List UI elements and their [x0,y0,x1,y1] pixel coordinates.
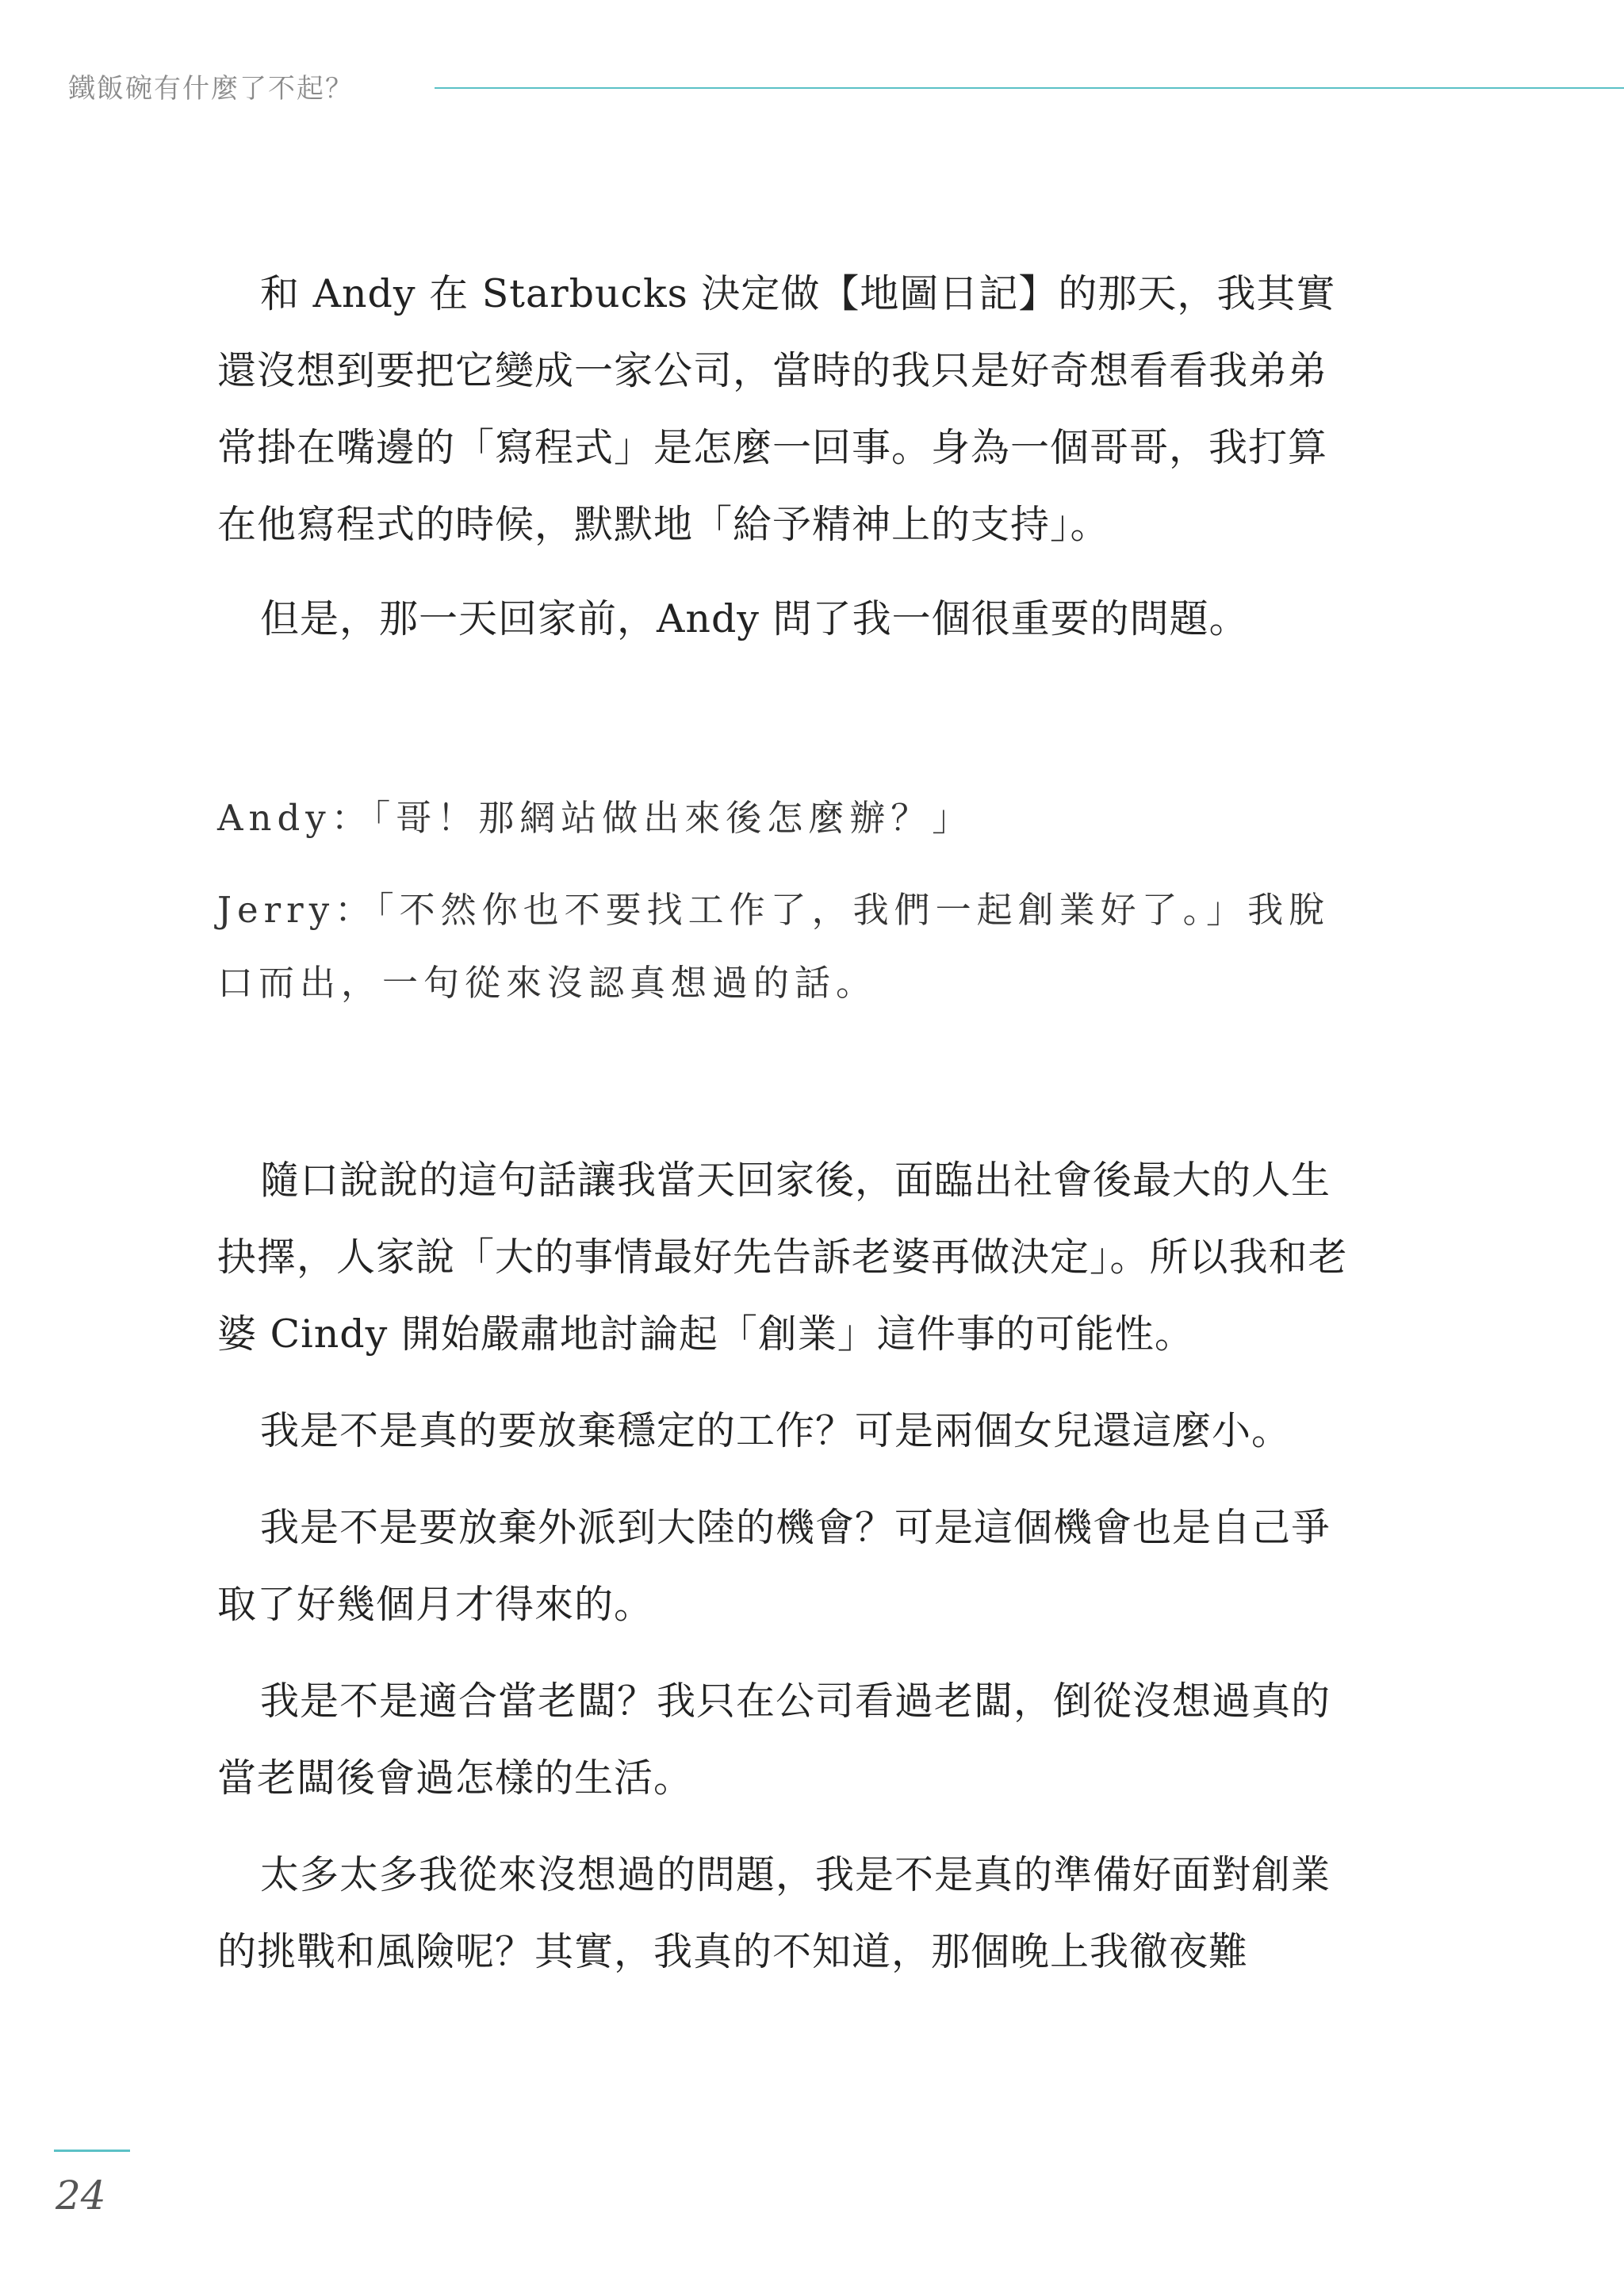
section-2 [217,1142,1354,1990]
section-1 [217,255,1354,657]
page-number: 24 [56,2173,106,2218]
paragraph: 我是不是要放棄外派到大陸的機會？可是這個機會也是自己爭取了好幾個月才得來的。 [217,1505,1331,1627]
dialogue-block [217,782,1354,1020]
paragraph: 我是不是適合當老闆？我只在公司看過老闆，倒從沒想過真的當老闆後會過怎樣的生活。 [217,1679,1331,1801]
running-head: 鐵飯碗有什麼了不起？ [68,73,354,105]
paragraph: 太多太多我從來沒想過的問題，我是不是真的準備好面對創業的挑戰和風險呢？其實，我真的不知道，那個晚上我徹夜難 [217,1852,1331,1974]
paragraph: 隨口說說的這句話讓我當天回家後，面臨出社會後最大的人生抉擇，人家說「大的事情最好先告訴老婆再做決定」。所以我和老婆 Cindy 開始嚴肅地討論起「創業」這件事的可能性。 [217,1158,1348,1357]
dialogue-line: Jerry：「不然你也不要找工作了，我們一起創業好了。」我脫口而出，一句從來沒認真想過的話。 [217,889,1331,1004]
dialogue-line: Andy：「哥！那網站做出來後怎麼辦？」 [217,797,974,839]
paragraph: 我是不是真的要放棄穩定的工作？可是兩個女兒還這麼小。 [260,1408,1292,1453]
header-rule [435,87,1624,89]
paragraph: 但是，那一天回家前，Andy 問了我一個很重要的問題。 [260,596,1249,641]
paragraph: 和 Andy 在 Starbucks 決定做【地圖日記】的那天，我其實還沒想到要把它變成一家公司，當時的我只是好奇想看看我弟弟常掛在嘴邊的「寫程式」是怎麼一回事。身為一個哥哥，我打算在他寫程式的時候，默默地「給予精神上的支持」。 [217,271,1336,547]
footer-rule [54,2150,130,2152]
